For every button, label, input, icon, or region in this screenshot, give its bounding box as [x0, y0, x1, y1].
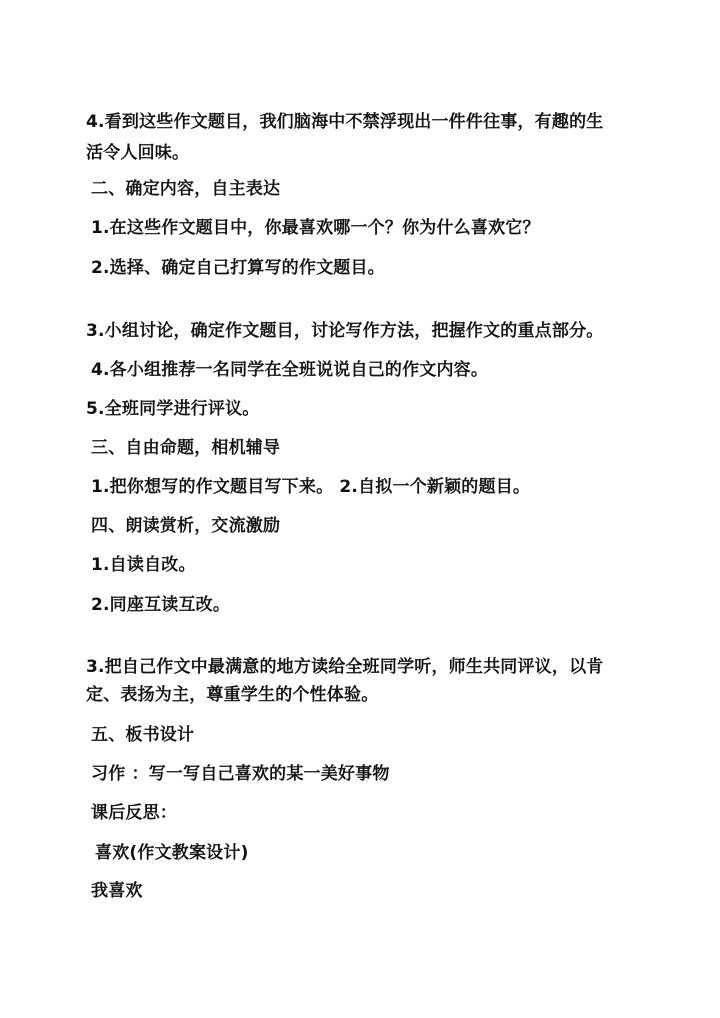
- list-item: 1.在这些作文题目中，你最喜欢哪一个？你为什么喜欢它？: [91, 218, 540, 238]
- list-item: 2.选择、确定自己打算写的作文题目。: [91, 258, 385, 278]
- list-item: 2.同座互读互改。: [91, 595, 231, 615]
- section-heading: 四、朗读赏析，交流激励: [91, 516, 281, 536]
- list-item: 1.自读自改。: [91, 555, 196, 575]
- section-heading: 五、板书设计: [91, 725, 195, 745]
- paragraph-line: 4.看到这些作文题目，我们脑海中不禁浮现出一件件往事，有趣的生: [86, 112, 604, 132]
- reflection-heading: 课后反思：: [91, 803, 177, 823]
- section-heading: 二、确定内容，自主表达: [91, 179, 281, 199]
- list-item: 3.小组讨论，确定作文题目，讨论写作方法，把握作文的重点部分。: [86, 321, 604, 341]
- list-item: 4.各小组推荐一名同学在全班说说自己的作文内容。: [91, 360, 489, 380]
- title-line: 我喜欢: [91, 881, 143, 901]
- section-heading: 三、自由命题，相机辅导: [91, 438, 281, 458]
- paragraph-line: 3.把自己作文中最满意的地方读给全班同学听，师生共同评议，以肯: [86, 657, 604, 677]
- list-item: 5.全班同学进行评议。: [86, 399, 260, 419]
- board-design-text: 习作 ：写一写自己喜欢的某一美好事物: [91, 764, 390, 784]
- paragraph-line: 定、表扬为主，尊重学生的个性体验。: [86, 685, 379, 705]
- list-item: 1.把你想写的作文题目写下来。 2.自拟一个新颖的题目。: [91, 477, 531, 497]
- paragraph-line: 活令人回味。: [86, 143, 190, 163]
- title-line: 喜欢(作文教案设计): [95, 843, 249, 863]
